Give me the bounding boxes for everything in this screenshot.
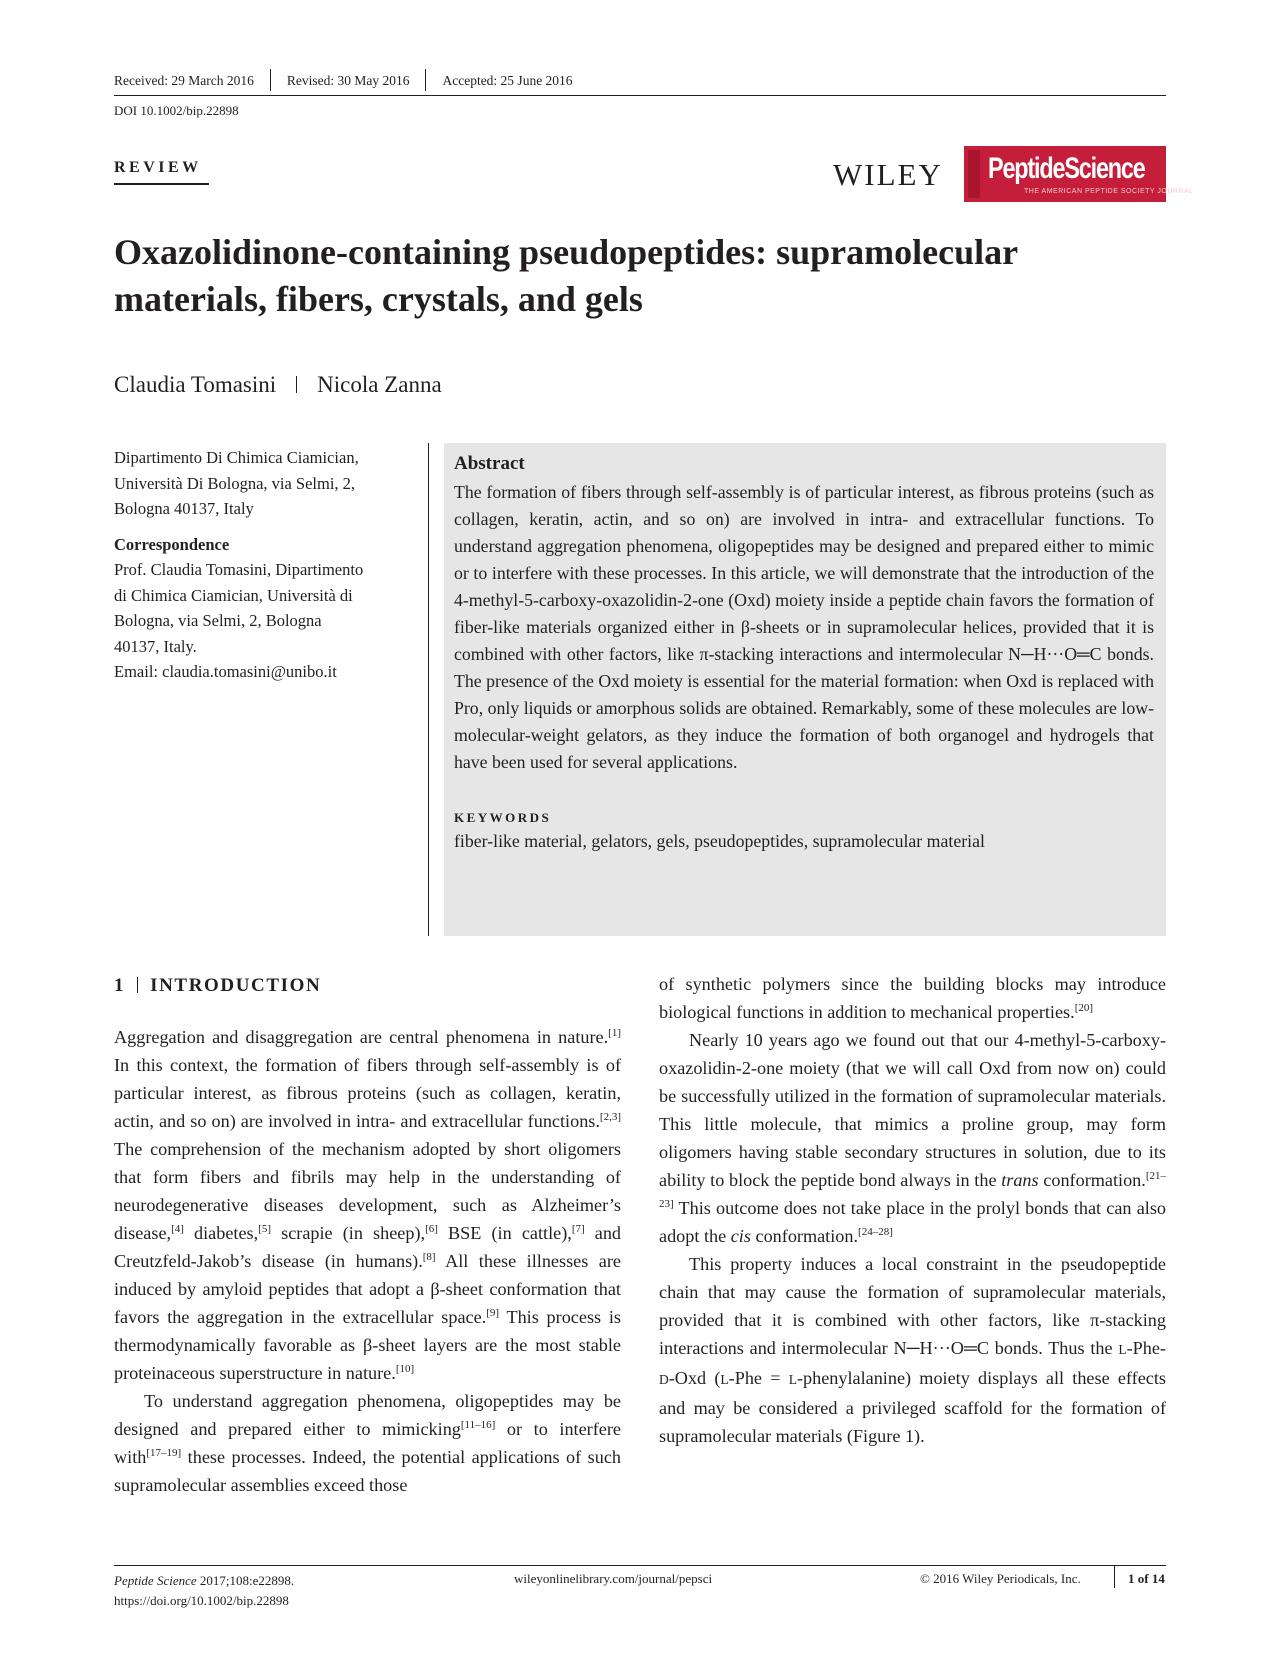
divider [1114,1566,1115,1588]
doi-link[interactable]: https://doi.org/10.1002/bip.22898 [114,1593,289,1608]
text-run: of synthetic polymers since the building blocks may introduce biological functions in addition to mechanical properties. [659,974,1166,1022]
paragraph [659,1026,1166,1250]
publication-dates [114,71,573,93]
text-run: This property induces a local constraint in the pseudopeptide chain that may cause the formation of supramolecular materials, provided that it is combined with other factors, like π-stacking interactions and intermolecular N─H···O═C bonds. Thus the [659,1254,1166,1358]
text-run: or to interfere with [114,1419,621,1467]
correspondence-heading: Correspondence [114,534,230,554]
italic-term: cis [730,1226,751,1246]
citation-ref[interactable]: [20] [1074,1002,1094,1014]
text-run: In this context, the formation of fibers through self-assembly is of particular interest, as fibrous proteins (such as collagen, keratin, actin, and so on) are involved in intra- and extracellular functions. [114,1055,621,1131]
section-number: 1 [114,975,126,996]
citation-ref[interactable]: [17–19] [146,1447,182,1459]
correspondence-line: Bologna, via Selmi, 2, Bologna [114,611,322,630]
footer-citation [114,1571,294,1611]
text-run: This outcome does not take place in the prolyl bonds that can also adopt the [659,1198,1166,1246]
text-run: Nearly 10 years ago we found out that our 4-methyl-5-carboxy-oxazolidin-2-one moiety (that we will call Oxd from now on) could be successfully utilized in the formation of supramolecular materials. This little molecule, that mimics a proline group, may form oligomers having stable secondary structures in solution, due to its ability to block the peptide bond always in the [659,1030,1166,1190]
journal-logo-tagline: THE AMERICAN PEPTIDE SOCIETY JOURNAL [1024,188,1194,195]
text-run: -Phe = [728,1368,789,1388]
citation-ref[interactable]: [2,3] [599,1111,621,1123]
revised-date: Revised: 30 May 2016 [286,73,410,89]
divider [425,69,426,91]
divider [296,376,297,393]
article-type: REVIEW [114,159,202,176]
small-caps: L [1118,1342,1127,1357]
author-name: Claudia Tomasini [114,372,277,397]
section-title: INTRODUCTION [150,975,322,996]
footer-rule [114,1565,1166,1566]
doi: DOI 10.1002/bip.22898 [114,103,239,118]
journal-site-link[interactable]: wileyonlinelibrary.com/journal/pepsci [514,1571,713,1586]
small-caps: L [788,1372,797,1387]
citation-ref[interactable]: [21–23] [659,1170,1166,1210]
journal-logo [964,146,1194,202]
citation-ref[interactable]: [8] [422,1251,436,1263]
affiliation-line: Dipartimento Di Chimica Ciamician, [114,448,359,467]
affiliation-line: Università Di Bologna, via Selmi, 2, [114,473,356,493]
correspondence-email[interactable]: Email: claudia.tomasini@unibo.it [114,662,337,681]
keywords-text: fiber-like material, gelators, gels, pseudopeptides, supramolecular material [454,831,985,851]
header-rule [114,95,1166,96]
abstract-box [444,443,1166,936]
text-run: The comprehension of the mechanism adopted by short oligomers that form fibers and fibrils may help in the understanding of neurodegenerative diseases development, such as Alzheimer’s disease, [114,1139,621,1243]
text-run: and Creutzfeld-Jakob’s disease (in humans). [114,1223,622,1271]
text-run: conformation. [750,1226,859,1246]
text-run: -Phe- [1126,1338,1166,1358]
affiliation-line: Bologna 40137, Italy [114,499,254,518]
article-type-underline [114,183,209,185]
citation-ref[interactable]: [4] [171,1223,184,1235]
paragraph [114,1387,621,1499]
received-date: Received: 29 March 2016 [114,73,254,89]
keywords-heading: KEYWORDS [454,810,552,825]
correspondence-line: di Chimica Ciamician, Università di [114,585,353,605]
author-list [114,372,442,398]
journal-name: Peptide Science [114,1573,197,1588]
text-run: BSE (in cattle), [437,1223,572,1243]
body-column-left [114,1023,621,1499]
small-caps: L [720,1372,729,1387]
paragraph [659,970,1166,1026]
citation-ref[interactable]: [24–28] [858,1226,893,1238]
author-name: Nicola Zanna [317,372,442,397]
journal-logo-text: PeptideScience [988,152,1145,185]
divider [270,69,271,91]
text-run: these processes. Indeed, the potential applications of such supramolecular assemblies exceed those [114,1447,621,1495]
correspondence-line: 40137, Italy. [114,636,197,656]
column-divider [428,443,429,936]
paragraph [659,1250,1166,1450]
page-number: 1 of 14 [1128,1571,1165,1586]
section-heading [114,975,321,997]
text-run: -Oxd ( [668,1368,721,1388]
citation-ref[interactable]: [1] [608,1027,621,1039]
citation-ref[interactable]: [6] [425,1223,438,1235]
body-column-right [659,970,1166,1450]
text-run: Aggregation and disaggregation are central phenomena in nature. [114,1027,609,1047]
citation-ref[interactable]: [11–16] [460,1419,496,1431]
journal-logo-side [968,150,980,198]
abstract-text: The formation of fibers through self-assembly is of particular interest, as fibrous proteins (such as collagen, keratin, actin, and so on) are involved in intra- and extracellular functions. To understand aggregation phenomena, oligopeptides may be designed and prepared either to mimic or to interfere with these processes. In this article, we will demonstrate that the introduction of the 4-methyl-5-carboxy-oxazolidin-2-one (Oxd) moiety inside a peptide chain favors the formation of fiber-like materials organized either in β-sheets or in supramolecular helices, provided that it is combined with other factors, like π-stacking interactions and intermolecular N─H···O═C bonds. The presence of the Oxd moiety is essential for the material formation: when Oxd is replaced with Pro, only liquids or amorphous solids are obtained. Remarkably, some of these molecules are low-molecular-weight gelators, as they induce the formation of both organogel and hydrogels that have been used for several applications. [454,482,1154,772]
citation-ref[interactable]: [5] [258,1223,271,1235]
text-run: scrapie (in sheep), [271,1223,426,1243]
copyright: © 2016 Wiley Periodicals, Inc. [920,1571,1081,1586]
citation-ref[interactable]: [7] [571,1223,585,1235]
article-title: Oxazolidinone-containing pseudopeptides: supramolecular materials, fibers, crystals, and gels [114,232,1018,319]
text-run: This process is thermodynamically favorable as β-sheet layers are the most stable proteinaceous superstructure in nature. [114,1307,621,1383]
publisher-logo: WILEY [833,157,943,192]
text-run: -phenylalanine) moiety displays all these effects and may be considered a privileged scaffold for the formation of supramolecular materials (Figure 1). [659,1368,1166,1446]
divider [137,977,138,993]
text-run: All these illnesses are induced by amyloid peptides that adopt a β-sheet conformation that favors the aggregation in the extracellular space. [114,1251,621,1327]
small-caps: D [659,1372,669,1387]
text-run: diabetes, [183,1223,259,1243]
abstract-heading: Abstract [454,453,525,474]
correspondence-line: Prof. Claudia Tomasini, Dipartimento [114,560,364,579]
affiliation-block [114,445,404,685]
accepted-date: Accepted: 25 June 2016 [442,73,573,89]
citation-text: 2017;108:e22898. [196,1573,295,1588]
text-run: conformation. [1038,1170,1146,1190]
text-run: To understand aggregation phenomena, oligopeptides may be designed and prepared either to mimicking [114,1391,621,1439]
citation-ref[interactable]: [10] [395,1363,415,1375]
italic-term: trans [1001,1170,1039,1190]
paragraph [114,1023,621,1387]
citation-ref[interactable]: [9] [486,1307,500,1319]
